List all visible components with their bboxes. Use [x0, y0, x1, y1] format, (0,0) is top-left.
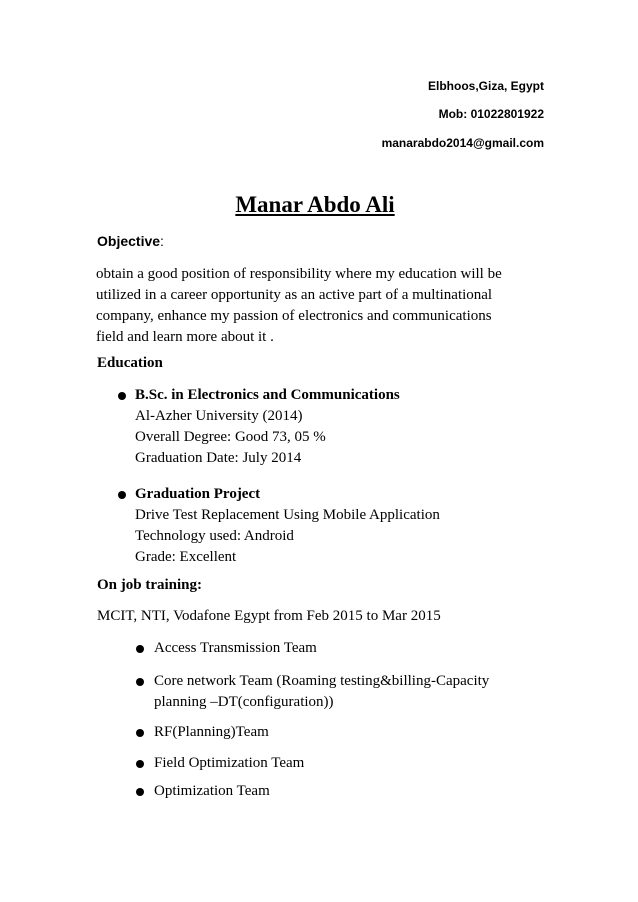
project-line: Grade: Excellent	[135, 549, 237, 565]
objective-heading: Objective	[97, 233, 161, 249]
contact-mobile: Mob: 01022801922	[438, 107, 544, 121]
bullet-icon	[136, 788, 144, 796]
objective-line: field and learn more about it .	[96, 329, 274, 345]
team-item: Core network Team (Roaming testing&billing-Capacity	[154, 673, 490, 689]
training-summary: MCIT, NTI, Vodafone Egypt from Feb 2015 to Mar 2015	[97, 608, 441, 624]
contact-address: Elbhoos,Giza, Egypt	[427, 79, 544, 93]
candidate-name: Manar Abdo Ali	[235, 192, 395, 217]
bullet-icon	[136, 645, 144, 653]
objective-heading-row	[97, 233, 164, 249]
team-item: RF(Planning)Team	[154, 724, 269, 740]
contact-email: manarabdo2014@gmail.com	[381, 136, 544, 150]
team-item: Optimization Team	[154, 783, 270, 799]
bullet-icon	[118, 392, 126, 400]
project-line: Drive Test Replacement Using Mobile Application	[135, 507, 440, 523]
education-project	[135, 484, 440, 568]
team-item-continued: planning –DT(configuration))	[154, 694, 334, 710]
degree-title: B.Sc. in Electronics and Communications	[135, 387, 400, 403]
degree-line: Graduation Date: July 2014	[135, 450, 302, 466]
bullet-icon	[118, 491, 126, 499]
project-title: Graduation Project	[135, 486, 261, 502]
education-degree	[135, 385, 400, 469]
bullet-icon	[136, 760, 144, 768]
training-heading: On job training:	[97, 577, 203, 593]
objective-text	[96, 264, 546, 348]
education-heading: Education	[97, 355, 163, 371]
objective-line: utilized in a career opportunity as an active part of a multinational	[96, 287, 493, 303]
bullet-icon	[136, 678, 144, 686]
degree-line: Al-Azher University (2014)	[135, 408, 303, 424]
objective-colon: :	[160, 233, 164, 249]
team-item: Access Transmission Team	[154, 640, 317, 656]
objective-line: obtain a good position of responsibility where my education will be	[96, 266, 502, 282]
degree-line: Overall Degree: Good 73, 05 %	[135, 429, 326, 445]
bullet-icon	[136, 729, 144, 737]
objective-line: company, enhance my passion of electronics and communications	[96, 308, 492, 324]
team-item: Field Optimization Team	[154, 755, 305, 771]
project-line: Technology used: Android	[135, 528, 294, 544]
